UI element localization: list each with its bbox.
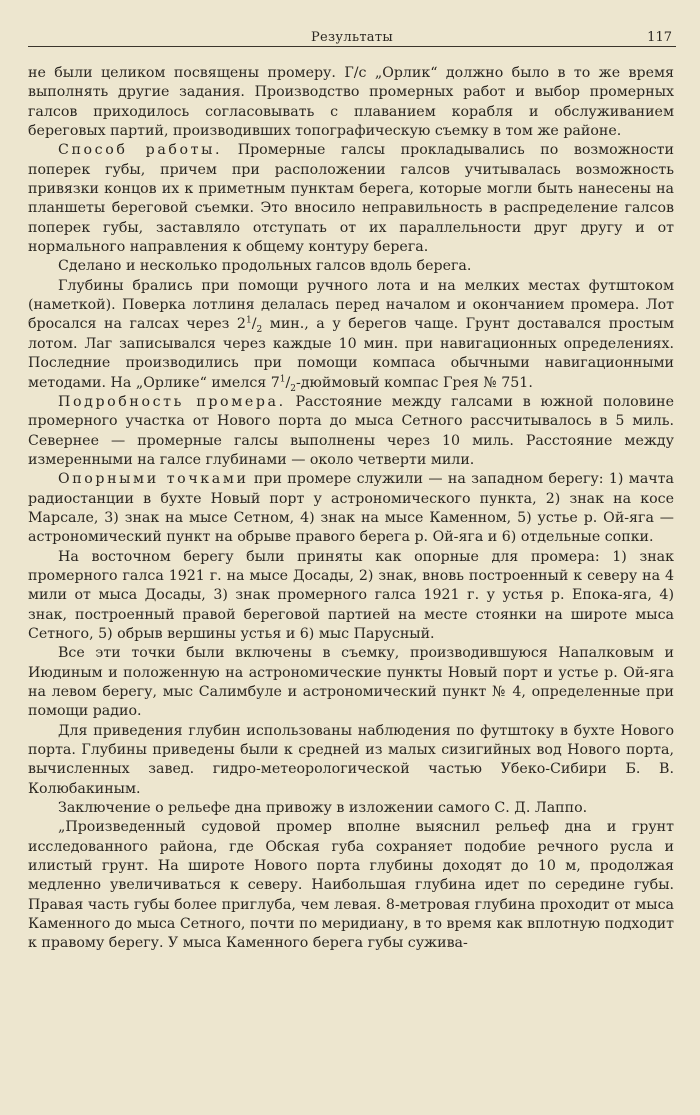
paragraph-9: Для приведения глубин использованы наблюдения по футштоку в бухте Нового порта. Глубины приведены были к средней из малых сизигийных вод Нового порта, вычисленных завед. гидро-метеорологической частью Убеко-Сибири Б. В. Колюбакиным. (28, 722, 674, 797)
paragraph-4: Глубины брались при помощи ручного лота и на мелких местах футштоком (наметкой). Поверка лотлиня делалась перед началом и окончанием промера. Лот бросался на галсах через $2^1/_2$ мин., а у берегов чаще. Грунт доставался простым лотом. Лаг записывался через каждые 10 мин. при навигационных определениях. Последние производились при помощи компаса обычными навигационными методами. На „Орлике“ имелся $7^1/_2$-дюймовый компас Грея № 751. (28, 277, 674, 394)
paragraph-8: Все эти точки были включены в съемку, производившуюся Напалковым и Июдиным и положенную на астрономические пункты Новый порт и устье р. Ой-яга на левом берегу, мыс Салимбуле и астрономический пункт № 4, определенные при помощи радио. (28, 645, 674, 720)
paragraph-10: Заключение о рельефе дна привожу в изложении самого С. Д. Лаппо. (58, 800, 588, 817)
body-text (28, 64, 674, 954)
section-heading-reference-points: Опорными точками (58, 471, 249, 488)
paragraph-7: На восточном берегу были приняты как опорные для промера: 1) знак промерного галса 1921 г. на мысе Досады, 2) знак, вновь построенный к северу на 4 мили от мыса Досады, 3) знак промерного галса 1921 г. у устья р. Епока-яга, 4) знак, построенный правой береговой партией на месте стоянки на широте мыса Сетного, 5) обрыв вершины устья и 6) мыс Парусный. (28, 548, 674, 642)
paragraph-1: не были целиком посвящены промеру. Г/с „Орлик“ должно было в то же время выполнять другие задания. Производство промерных работ и выбор промерных галсов приходилось согласовывать с плаванием корабля и обслуживанием береговых партий, производивших топографическую съемку в том же районе. (28, 65, 674, 140)
paragraph-3: Сделано и несколько продольных галсов вдоль берега. (58, 258, 472, 275)
paragraph-2: Способ работы. Промерные галсы прокладывались по возможности поперек губы, причем при расположении галсов учитывалась возможность привязки концов их к приметным пунктам берега, которые могли быть нанесены на планшеты береговой съемки. Это вносило неправильность в распределение галсов поперек губы, заставляло отступать от их параллельности друг другу и от нормального направления к общему контуру берега. (28, 142, 674, 256)
running-header (28, 24, 676, 47)
page-number: 117 (647, 30, 672, 45)
paragraph-6: Опорными точками при промере служили — на западном берегу: 1) мачта радиостанции в бухте Новый порт у астрономического пункта, 2) знак на косе Марсале, 3) знак на мысе Сетном, 4) знак на мысе Каменном, 5) устье р. Ой-яга — астрономический пункт на обрыве правого берега р. Ой-яга и 6) отдельные сопки. (28, 471, 674, 546)
header-title: Результаты (311, 30, 393, 45)
paragraph-5: Подробность промера. Расстояние между галсами в южной половине промерного участка от Нового порта до мыса Сетного рассчитывалось в 5 миль. Севернее — промерные галсы выполнены через 10 миль. Расстояние между измеренными на галсе глубинами — около четверти мили. (28, 393, 674, 468)
section-heading-detail: Подробность промера. (58, 393, 286, 410)
section-heading-method: Способ работы. (58, 142, 223, 159)
paragraph-11: „Произведенный судовой промер вполне выяснил рельеф дна и грунт исследованного района, где Обская губа сохраняет подобие речного русла и илистый грунт. На широте Нового порта глубины доходят до 10 м, продолжая медленно увеличиваться к северу. Наибольшая глубина идет по середине губы. Правая часть губы более приглуба, чем левая. 8-метровая глубина проходит от мыса Каменного до мыса Сетного, почти по меридиану, в то время как вплотную подходит к правому берегу. У мыса Каменного берега губы сужива- (28, 819, 674, 952)
